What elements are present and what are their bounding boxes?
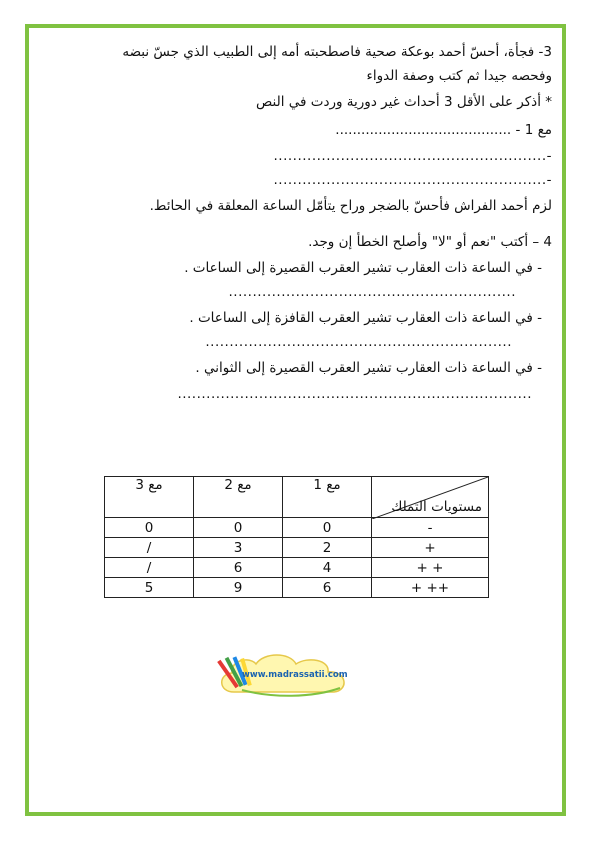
table-cell: 5 [105, 578, 194, 598]
q4-item-3: - في الساعة ذات العقارب تشير العقرب القصيرة إلى الثواني . [195, 360, 542, 376]
table-row [105, 578, 489, 598]
logo-url: www.madrassatii.com [242, 670, 348, 680]
q3-line2: وفحصه جيدا ثم كتب وصفة الدواء [366, 68, 552, 84]
q4-item-2-answer: ................................................................ [205, 334, 512, 350]
q4-item-1-answer: ............................................................ [228, 284, 516, 300]
table-cell: 0 [194, 518, 283, 538]
q3-closing: لزم أحمد الفراش فأحسّ بالضجر وراح يتأمّل الساعة المعلقة في الحائط. [149, 198, 552, 214]
corner-label: مستويات التملك [391, 499, 482, 515]
table-row [105, 558, 489, 578]
q4-item-3-answer: .......................................................................... [177, 386, 532, 402]
madrassatii-logo [212, 646, 362, 704]
q4-item-1: - في الساعة ذات العقارب تشير العقرب القصيرة إلى الساعات . [184, 260, 542, 276]
table-cell: / [105, 538, 194, 558]
table-cell: 4 [283, 558, 372, 578]
table-cell: 3 [194, 538, 283, 558]
q3-answer-1: مع 1 - ......................................... [335, 122, 552, 138]
q3-answer-3: -......................................................... [273, 172, 552, 188]
q3-answer-2: -......................................................... [273, 148, 552, 164]
q4-item-2: - في الساعة ذات العقارب تشير العقرب القافزة إلى الساعات . [189, 310, 542, 326]
table-cell: 6 [194, 558, 283, 578]
table-row [105, 518, 489, 538]
table-cell: 6 [283, 578, 372, 598]
table-cell: / [105, 558, 194, 578]
table-header: مع 3 [105, 477, 194, 518]
assessment-table [104, 476, 489, 598]
table-cell: 2 [283, 538, 372, 558]
table-cell: 9 [194, 578, 283, 598]
table-cell: 0 [283, 518, 372, 538]
table-level-cell: + [372, 538, 489, 558]
q4-title: 4 – أكتب "نعم أو "لا" وأصلح الخطأ إن وجد. [308, 234, 552, 250]
table-row [105, 538, 489, 558]
table-cell: 0 [105, 518, 194, 538]
table-level-cell: ++ + [372, 578, 489, 598]
table-level-cell: - [372, 518, 489, 538]
table-header-row [105, 477, 489, 518]
q3-instruction: * أذكر على الأقل 3 أحداث غير دورية وردت في النص [255, 94, 552, 110]
table-corner-cell [372, 477, 489, 518]
table-header: مع 2 [194, 477, 283, 518]
table-header: مع 1 [283, 477, 372, 518]
table-level-cell: + + [372, 558, 489, 578]
q3-line1: 3- فجأة، أحسّ أحمد بوعكة صحية فاصطحبته أمه إلى الطبيب الذي جسّ نبضه [122, 44, 552, 60]
